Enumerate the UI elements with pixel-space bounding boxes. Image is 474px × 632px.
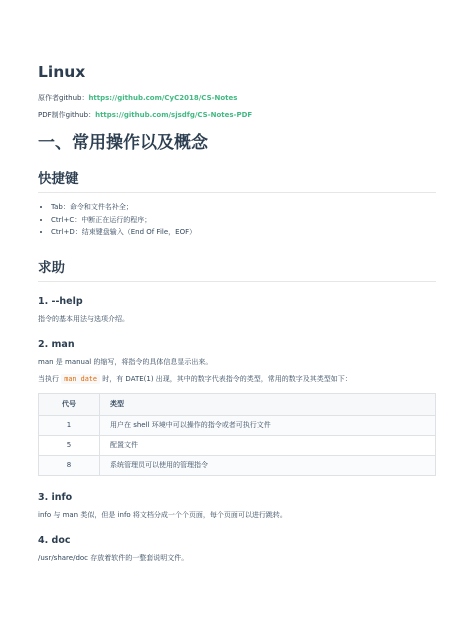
man-heading: 2. man bbox=[38, 338, 75, 350]
help-heading: 求助 bbox=[38, 259, 436, 282]
info-desc: info 与 man 类似，但是 info 将文档分成一个个页面，每个页面可以进行跳转。 bbox=[38, 510, 287, 519]
man-usage-before: 当执行 bbox=[38, 374, 62, 383]
table-header-row bbox=[39, 393, 436, 415]
table-row bbox=[39, 415, 436, 435]
table-cell-type: 用户在 shell 环境中可以操作的指令或者可执行文件 bbox=[100, 415, 436, 435]
pdf-line bbox=[38, 111, 436, 120]
author-label: 原作者github： bbox=[38, 94, 89, 102]
info-heading: 3. info bbox=[38, 491, 73, 503]
shortcuts-list bbox=[38, 201, 436, 239]
table-cell-type: 配置文件 bbox=[100, 435, 436, 455]
man-types-table bbox=[38, 393, 436, 476]
table-cell-type: 系统管理员可以使用的管理指令 bbox=[100, 455, 436, 475]
table-cell-code: 8 bbox=[39, 455, 100, 475]
document-content bbox=[38, 62, 436, 563]
list-item: • Ctrl+C：中断正在运行的程序； bbox=[51, 214, 436, 227]
author-line bbox=[38, 94, 436, 103]
pdf-label: PDF制作github： bbox=[38, 111, 96, 119]
doc-title: Linux bbox=[38, 63, 86, 81]
table-header-type: 类型 bbox=[100, 393, 436, 415]
man-desc: man 是 manual 的缩写，将指令的具体信息显示出来。 bbox=[38, 357, 213, 366]
table-row bbox=[39, 455, 436, 475]
table-row bbox=[39, 435, 436, 455]
list-item: • Ctrl+D：结束键盘输入（End Of File，EOF） bbox=[51, 226, 436, 239]
pdf-link[interactable]: https://github.com/sjsdfg/CS-Notes-PDF bbox=[95, 111, 253, 119]
author-link[interactable]: https://github.com/CyC2018/CS-Notes bbox=[88, 94, 238, 102]
shortcuts-heading: 快捷键 bbox=[38, 170, 436, 193]
table-cell-code: 1 bbox=[39, 415, 100, 435]
table-header-code: 代号 bbox=[39, 393, 100, 415]
man-usage bbox=[38, 375, 436, 384]
help-cmd-heading: 1. --help bbox=[38, 295, 83, 307]
doc-desc: /usr/share/doc 存放着软件的一整套说明文件。 bbox=[38, 553, 189, 562]
man-date-code: man date bbox=[61, 374, 100, 384]
section-title: 一、常用操作以及概念 bbox=[38, 133, 208, 153]
list-item: • Tab：命令和文件名补全； bbox=[51, 201, 436, 214]
table-cell-code: 5 bbox=[39, 435, 100, 455]
help-cmd-desc: 指令的基本用法与选项介绍。 bbox=[38, 314, 129, 323]
man-usage-after: 时，有 DATE(1) 出现，其中的数字代表指令的类型，常用的数字及其类型如下： bbox=[99, 374, 352, 383]
doc-heading: 4. doc bbox=[38, 534, 71, 546]
